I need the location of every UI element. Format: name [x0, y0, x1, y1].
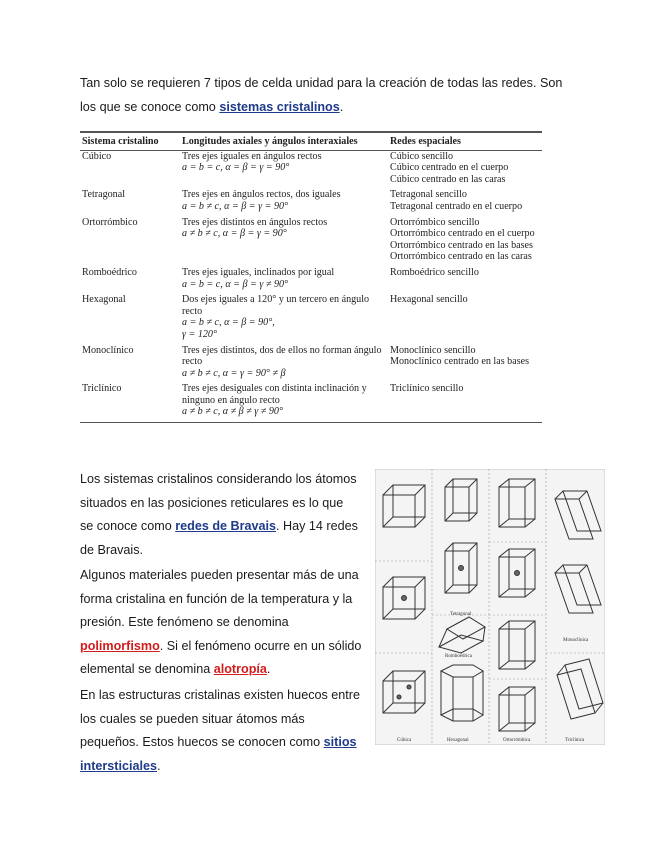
bravais-lattices-figure [375, 469, 605, 745]
lattice-name: Monoclínico sencillo [390, 344, 476, 356]
lattice-name: Romboédrico sencillo [390, 266, 479, 278]
system-name-cell [80, 294, 180, 344]
header-axes: Longitudes axiales y ángulos interaxiales [182, 136, 358, 147]
table-row [80, 383, 542, 422]
table-row [80, 345, 542, 384]
lattice-name: Cúbico centrado en el cuerpo [390, 162, 509, 174]
intro-text-end: . [339, 99, 344, 114]
system-name-cell [80, 345, 180, 384]
axes-line: a = b = c, α = β = γ ≠ 90° [182, 278, 289, 290]
axes-cell [180, 345, 388, 384]
axes-line: a = b = c, α = β = γ = 90° [182, 162, 290, 174]
lattice-name: Tetragonal centrado en el cuerpo [390, 200, 523, 212]
system-name: Tetragonal [82, 189, 126, 201]
axes-cell [180, 150, 388, 189]
axes-line: Tres ejes iguales, inclinados por igual [182, 266, 335, 278]
axes-cell [180, 217, 388, 267]
axes-line: Tres ejes en ángulos rectos, dos iguales [182, 189, 341, 201]
label-rhombohedral: Romboédrica [445, 654, 472, 659]
bravais-text-end: . Hay 14 redes de Bravais. [80, 519, 358, 557]
redes-de-bravais-link[interactable]: redes de Bravais [175, 519, 277, 533]
polymorphism-paragraph [80, 564, 362, 682]
label-triclinic: Triclínica [565, 738, 585, 743]
system-name-cell [80, 189, 180, 216]
bravais-paragraph [80, 468, 360, 562]
axes-line: a ≠ b ≠ c, α ≠ β ≠ γ ≠ 90° [182, 406, 283, 418]
table-row [80, 217, 542, 267]
interstitial-text-end: . [157, 758, 161, 773]
axes-line: a = b ≠ c, α = β = γ = 90° [182, 200, 289, 212]
label-hexagonal: Hexagonal [447, 738, 469, 743]
axes-line: a ≠ b ≠ c, α = β = γ = 90° [182, 228, 287, 240]
system-name: Monoclínico [82, 344, 134, 356]
alotropia-term[interactable]: alotropía [213, 662, 267, 676]
axes-cell [180, 383, 388, 422]
lattices-cell [388, 345, 542, 384]
lattice-name: Monoclínico centrado en las bases [390, 356, 530, 368]
table-row [80, 267, 542, 294]
lattices-cell [388, 217, 542, 267]
polymorph-text-end: . [266, 662, 271, 676]
axes-line: Tres ejes desiguales con distinta inclinación y ninguno en ángulo recto [182, 383, 367, 406]
axes-line: Tres ejes iguales en ángulos rectos [182, 150, 322, 162]
axes-cell [180, 189, 388, 216]
polymorph-text: Algunos materiales pueden presentar más de una forma cristalina en función de la temperatura y la presión. Este fenómeno se denomina [80, 568, 359, 629]
lattice-name: Ortorrómbico centrado en las bases [390, 239, 533, 251]
label-monoclinic: Monoclínica [563, 638, 589, 643]
axes-line: Tres ejes distintos en ángulos rectos [182, 216, 328, 228]
polymorph-text-mid: . Si el fenómeno ocurre en un sólido elemental se denomina [80, 638, 362, 676]
table-row [80, 294, 542, 344]
lattice-name: Ortorrómbico centrado en el cuerpo [390, 228, 535, 240]
table-body [80, 150, 542, 422]
axes-line: Tres ejes distintos, dos de ellos no forman ángulo recto [182, 344, 382, 368]
system-name: Cúbico [82, 150, 112, 162]
sistemas-cristalinos-link[interactable]: sistemas cristalinos [219, 99, 340, 114]
lattice-name: Cúbico sencillo [390, 150, 454, 162]
system-name: Ortorrómbico [82, 216, 138, 228]
system-name: Romboédrico [82, 266, 137, 278]
crystal-systems-table [80, 131, 542, 423]
axes-line: a ≠ b ≠ c, α = γ = 90° ≠ β [182, 367, 286, 379]
crystal-systems-table-container [80, 131, 542, 449]
header-system: Sistema cristalino [82, 136, 159, 147]
bravais-text: Los sistemas cristalinos considerando los átomos situados en las posiciones reticulares es lo que se conoce como [80, 472, 357, 533]
system-name-cell [80, 150, 180, 189]
axes-cell [180, 294, 388, 344]
axes-line: a = b ≠ c, α = β = 90°, [182, 317, 275, 329]
lattice-name: Cúbico centrado en las caras [390, 173, 506, 185]
label-orthorhombic: Ortorrómbica [503, 738, 531, 743]
table-row [80, 189, 542, 216]
lattices-cell [388, 294, 542, 344]
axes-cell [180, 267, 388, 294]
lattices-cell [388, 267, 542, 294]
axes-line: Dos ejes iguales a 120° y un tercero en ángulo recto [182, 294, 370, 317]
lattice-name: Triclínico sencillo [390, 383, 464, 395]
intro-paragraph [80, 72, 580, 119]
lattice-name: Ortorrómbico sencillo [390, 216, 480, 228]
system-name-cell [80, 267, 180, 294]
sitios-intersticiales-link[interactable]: sitios intersticiales [80, 735, 357, 773]
interstitial-paragraph [80, 684, 362, 778]
label-cubic: Cúbica [397, 738, 412, 743]
lattice-name: Tetragonal sencillo [390, 189, 467, 201]
lattice-name: Ortorrómbico centrado en las caras [390, 251, 532, 263]
system-name: Triclínico [82, 383, 122, 395]
lattices-cell [388, 383, 542, 422]
intro-text: Tan solo se requieren 7 tipos de celda unidad para la creación de todas las redes. Son los que se conoce como [80, 76, 563, 114]
header-lattices: Redes espaciales [390, 136, 461, 147]
lattices-cell [388, 189, 542, 216]
table-row [80, 150, 542, 189]
system-name-cell [80, 217, 180, 267]
polimorfismo-term[interactable]: polimorfismo [80, 638, 160, 653]
label-tetragonal: Tetragonal [450, 612, 472, 617]
system-name-cell [80, 383, 180, 422]
system-name: Hexagonal [82, 294, 126, 306]
lattices-cell [388, 150, 542, 189]
table-header-row [80, 132, 542, 150]
lattice-name: Hexagonal sencillo [390, 294, 468, 306]
interstitial-text: En las estructuras cristalinas existen huecos entre los cuales se pueden situar átomos más pequeños. Estos huecos se conocen como [80, 688, 360, 749]
axes-line: γ = 120° [182, 328, 218, 340]
